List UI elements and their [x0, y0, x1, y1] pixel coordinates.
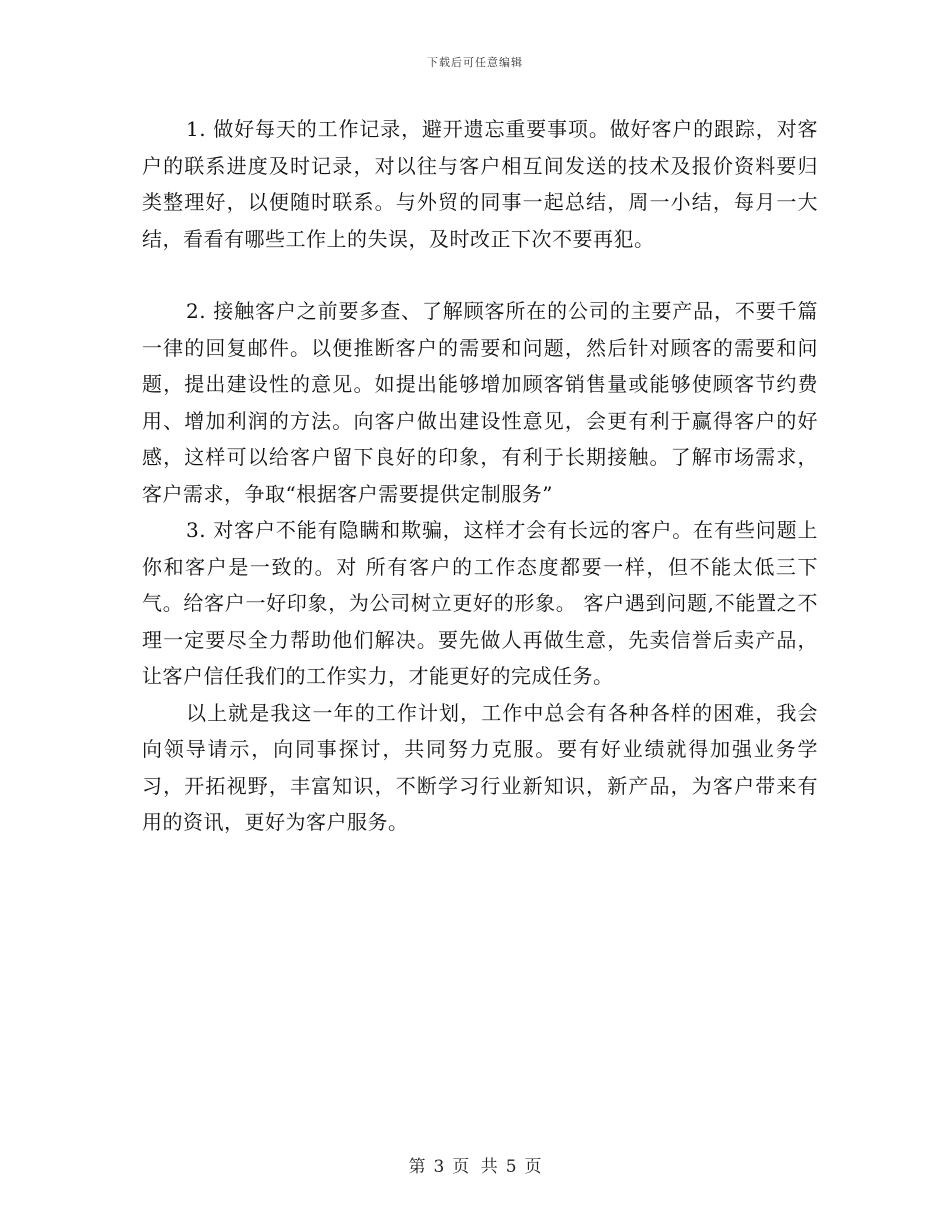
footer-middle: 页 共: [452, 1157, 498, 1177]
page-footer: [0, 1152, 950, 1177]
footer-prefix: 第: [408, 1157, 426, 1177]
paragraph-item-2: 2. 接触客户之前要多查、了解顾客所在的公司的主要产品，不要千篇一律的回复邮件。以便推断客户的需要和问题，然后针对顾客的需要和问题，提出建设性的意见。如提出能够增加顾客销售量或能够使顾客节约费用、增加利润的方法。向客户做出建设性意见，会更有利于赢得客户的好感，这样可以给客户留下良好的印象，有利于长期接触。了解市场需求，客户需求，争取“根据客户需要提供定制服务”: [142, 299, 818, 506]
document-body: [142, 111, 818, 841]
paragraph-item-3: 3. 对客户不能有隐瞒和欺骗，这样才会有长远的客户。在有些问题上你和客户是一致的。对 所有客户的工作态度都要一样，但不能太低三下气。给客户一好印象，为公司树立更好的形象。 客户遇到问题,不能置之不理一定要尽全力帮助他们解决。要先做人再做生意，先卖信誉后卖产品，让客户信任我们的工作实力，才能更好的完成任务。: [142, 518, 818, 688]
footer-suffix: 页: [524, 1157, 542, 1177]
paragraph-summary: 以上就是我这一年的工作计划，工作中总会有各种各样的困难，我会向领导请示，向同事探讨，共同努力克服。要有好业绩就得加强业务学习，开拓视野，丰富知识，不断学习行业新知识，新产品，为客户带来有用的资讯，更好为客户服务。: [142, 700, 818, 834]
current-page-number: 3: [433, 1157, 445, 1177]
page-header: 下载后可任意编辑: [427, 56, 523, 69]
total-pages-number: 5: [505, 1157, 517, 1177]
paragraph-item-1: 1. 做好每天的工作记录，避开遗忘重要事项。做好客户的跟踪，对客户的联系进度及时记录，对以往与客户相互间发送的技术及报价资料要归类整理好，以便随时联系。与外贸的同事一起总结，周一小结，每月一大结，看看有哪些工作上的失误，及时改正下次不要再犯。: [142, 117, 818, 251]
